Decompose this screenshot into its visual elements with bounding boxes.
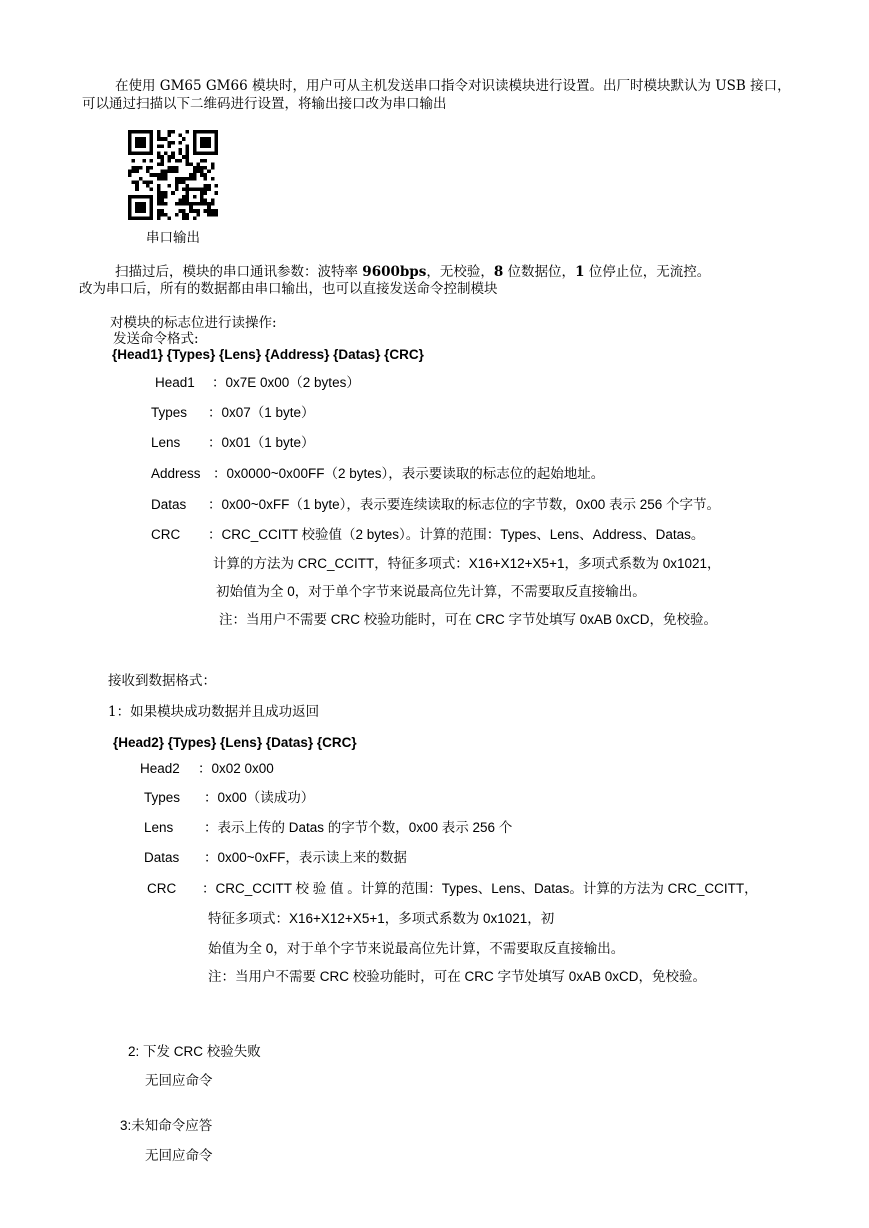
field-value: ：0x02 0x00 [198, 761, 274, 776]
recv-field-datas [144, 849, 407, 867]
stop-bits: 1 [575, 264, 585, 280]
field-value: ：0x0000~0x00FF（2 bytes），表示要读取的标志位的起始地址。 [213, 466, 605, 481]
serial-params-text-d: 位停止位，无流控。 [584, 264, 711, 280]
field-name: Head2 [140, 761, 180, 776]
send-crc-line-2: 初始值为全 0，对于单个字节来说最高位先计算，不需要取反直接输出。 [216, 584, 646, 599]
receive-case-3-body: 无回应命令 [145, 1148, 213, 1163]
data-bits: 8 [493, 264, 504, 280]
read-op-heading: 对模块的标志位进行读操作: [110, 315, 277, 331]
receive-case-1-title: 1：如果模块成功数据并且成功返回 [108, 704, 320, 720]
receive-case-3-title: 3:未知命令应答 [120, 1118, 213, 1133]
field-value: ：0x00（读成功） [204, 790, 315, 805]
field-value: ：表示上传的 Datas 的字节个数，0x00 表示 256 个 [204, 820, 513, 835]
field-value: ：0x07（1 byte） [208, 405, 315, 420]
baud-rate: 9600bps [362, 264, 427, 280]
recv-crc-line-1: 特征多项式：X16+X12+X5+1，多项式系数为 0x1021，初 [208, 911, 555, 926]
field-name: Head1 [155, 375, 195, 390]
send-format: {Head1} {Types} {Lens} {Address} {Datas} {CRC} [112, 347, 424, 362]
send-field-types [151, 404, 315, 422]
field-name: Datas [144, 850, 180, 865]
recv-field-types [144, 789, 314, 807]
field-name: Datas [151, 497, 187, 512]
field-name: Lens [144, 820, 174, 835]
recv-field-head2 [140, 760, 274, 778]
send-field-address [151, 465, 604, 483]
field-value: ：0x00~0xFF，表示读上来的数据 [204, 850, 407, 865]
field-value: ：0x01（1 byte） [208, 435, 315, 450]
field-name: Lens [151, 435, 181, 450]
field-value: ：CRC_CCITT 校 验 值 。计算的范围：Types、Lens、Datas。计算的方法为 CRC_CCITT， [202, 881, 758, 896]
receive-format: {Head2} {Types} {Lens} {Datas} {CRC} [113, 735, 357, 750]
recv-crc-line-2: 始值为全 0，对于单个字节来说最高位先计算，不需要取反直接输出。 [208, 941, 625, 956]
qr-code-icon [128, 130, 218, 220]
serial-params-line [115, 263, 710, 281]
field-name: Address [151, 466, 201, 481]
send-format-label: 发送命令格式: [113, 331, 199, 347]
serial-output-note: 改为串口后，所有的数据都由串口输出，也可以直接发送命令控制模块 [79, 281, 498, 297]
send-field-head1 [155, 374, 360, 392]
send-crc-line-1: 计算的方法为 CRC_CCITT，特征多项式：X16+X12+X5+1，多项式系数为 0x1021， [213, 556, 721, 571]
field-value: ：CRC_CCITT 校验值（2 bytes）。计算的范围：Types、Lens、Address、Datas。 [208, 527, 705, 542]
field-name: Types [144, 790, 181, 805]
qr-caption: 串口输出 [146, 230, 200, 246]
field-name: Types [151, 405, 188, 420]
recv-field-crc [147, 880, 758, 898]
send-field-crc [151, 526, 704, 544]
recv-crc-note: 注：当用户不需要 CRC 校验功能时，可在 CRC 字节处填写 0xAB 0xCD，免校验。 [208, 969, 707, 984]
field-value: ：0x7E 0x00（2 bytes） [212, 375, 360, 390]
serial-params-text-a: 扫描过后，模块的串口通讯参数：波特率 [115, 264, 363, 280]
field-name: CRC [147, 881, 177, 896]
field-value: ：0x00~0xFF（1 byte），表示要连续读取的标志位的字节数，0x00 表示 256 个字节。 [208, 497, 720, 512]
send-field-lens [151, 434, 315, 452]
intro-line-1: 在使用 GM65 GM66 模块时，用户可从主机发送串口指令对识读模块进行设置。出厂时模块默认为 USB 接口， [115, 78, 791, 94]
send-crc-note: 注：当用户不需要 CRC 校验功能时，可在 CRC 字节处填写 0xAB 0xCD，免校验。 [219, 612, 718, 627]
field-name: CRC [151, 527, 181, 542]
recv-field-lens [144, 819, 512, 837]
intro-line-2: 可以通过扫描以下二维码进行设置，将输出接口改为串口输出 [82, 96, 447, 112]
receive-case-2-title: 2: 下发 CRC 校验失败 [128, 1044, 261, 1059]
serial-params-text-b: ，无校验， [426, 264, 494, 280]
receive-heading: 接收到数据格式： [108, 673, 216, 689]
serial-params-text-c: 位数据位， [503, 264, 576, 280]
send-field-datas [151, 496, 720, 514]
receive-case-2-body: 无回应命令 [145, 1073, 213, 1088]
